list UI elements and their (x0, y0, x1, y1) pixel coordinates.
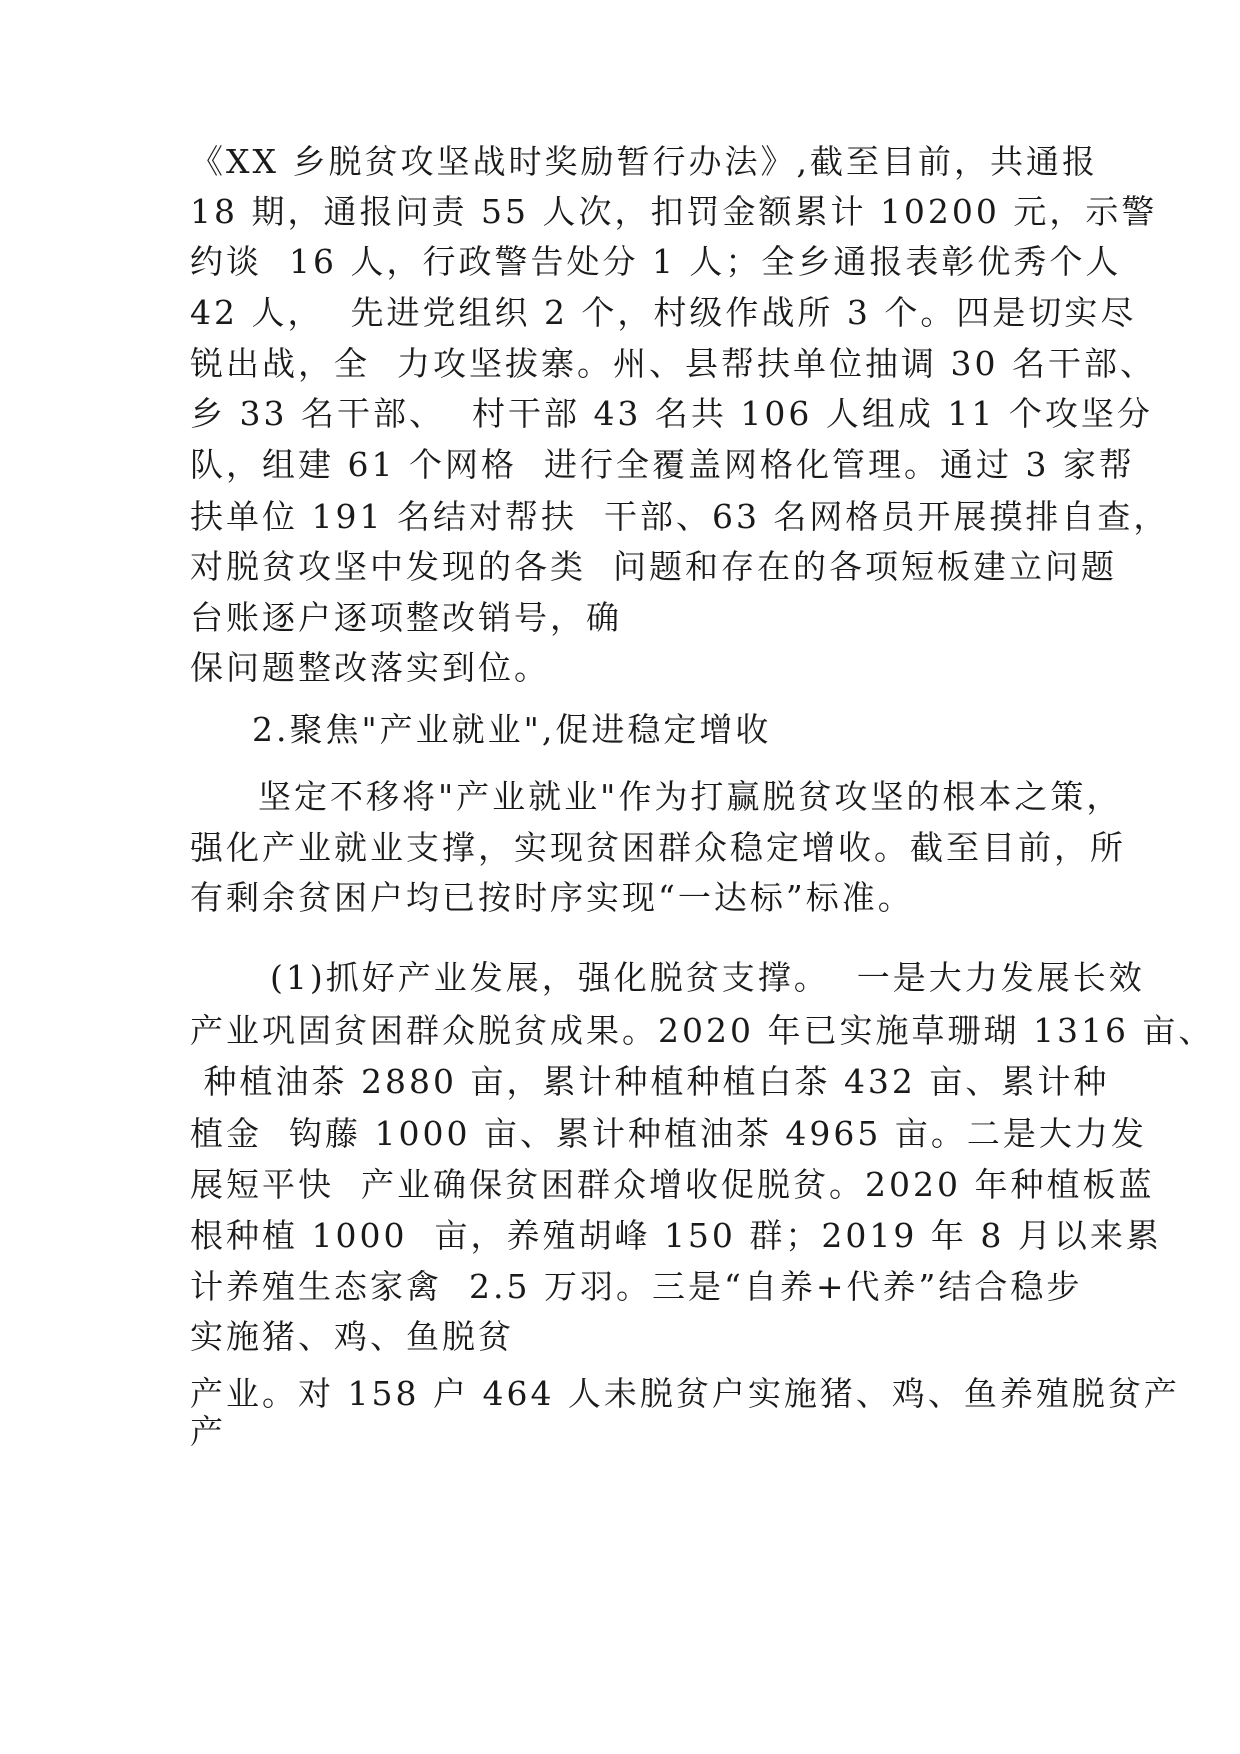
body-text-line: 锐出战，全 力攻坚拔寨。州、县帮扶单位抽调 30 名干部、 (190, 344, 1156, 383)
body-text-line: 计养殖生态家禽 2.5 万羽。三是“自养+代养”结合稳步 (190, 1267, 1083, 1306)
body-text-line: 产业。对 158 户 464 人未脱贫户实施猪、鸡、鱼养殖脱贫产 (190, 1374, 1180, 1413)
body-text-line: 保问题整改落实到位。 (190, 648, 550, 687)
subsection-heading: (1)抓好产业发展，强化脱贫支撑。 一是大力发展长效 (270, 958, 1145, 997)
body-text-line: 根种植 1000 亩，养殖胡峰 150 群；2019 年 8 月以来累 (190, 1216, 1162, 1255)
body-text-line: 实施猪、鸡、鱼脱贫 (190, 1317, 514, 1356)
body-text-line: 种植油茶 2880 亩，累计种植种植白茶 432 亩、累计种 (190, 1062, 1110, 1101)
body-text-line: 展短平快 产业确保贫困群众增收促脱贫。2020 年种植板蓝 (190, 1165, 1155, 1204)
body-text-line: 约谈 16 人，行政警告处分 1 人；全乡通报表彰优秀个人 (190, 242, 1122, 281)
body-text-line: 乡 33 名干部、 村干部 43 名共 106 人组成 11 个攻坚分 (190, 394, 1153, 433)
body-text-line: 18 期，通报问责 55 人次，扣罚金额累计 10200 元，示警 (190, 192, 1158, 231)
body-text-line: 队，组建 61 个网格 进行全覆盖网格化管理。通过 3 家帮 (190, 445, 1135, 484)
body-text-line: 《XX 乡脱贫攻坚战时奖励暂行办法》,截至目前，共通报 (190, 142, 1098, 181)
body-text-line: 有剩余贫困户均已按时序实现“一达标”标准。 (190, 878, 914, 917)
section-heading: 2.聚焦"产业就业",促进稳定增收 (252, 710, 772, 749)
body-text-line: 扶单位 191 名结对帮扶 干部、63 名网格员开展摸排自查， (190, 497, 1170, 536)
body-text-line: 42 人， 先进党组织 2 个，村级作战所 3 个。四是切实尽 (190, 293, 1137, 332)
body-text-line: 植金 钩藤 1000 亩、累计种植油茶 4965 亩。二是大力发 (190, 1114, 1147, 1153)
body-text-line: 强化产业就业支撑，实现贫困群众稳定增收。截至目前，所 (190, 828, 1126, 867)
body-text-line: 产业巩固贫困群众脱贫成果。2020 年已实施草珊瑚 1316 亩、 (190, 1011, 1215, 1050)
body-text-line: 对脱贫攻坚中发现的各类 问题和存在的各项短板建立问题 (190, 547, 1117, 586)
body-text-line: 台账逐户逐项整改销号，确 (190, 598, 622, 637)
body-text-line: 产 (190, 1412, 226, 1451)
body-text-line: 坚定不移将"产业就业"作为打赢脱贫攻坚的根本之策， (258, 777, 1123, 816)
